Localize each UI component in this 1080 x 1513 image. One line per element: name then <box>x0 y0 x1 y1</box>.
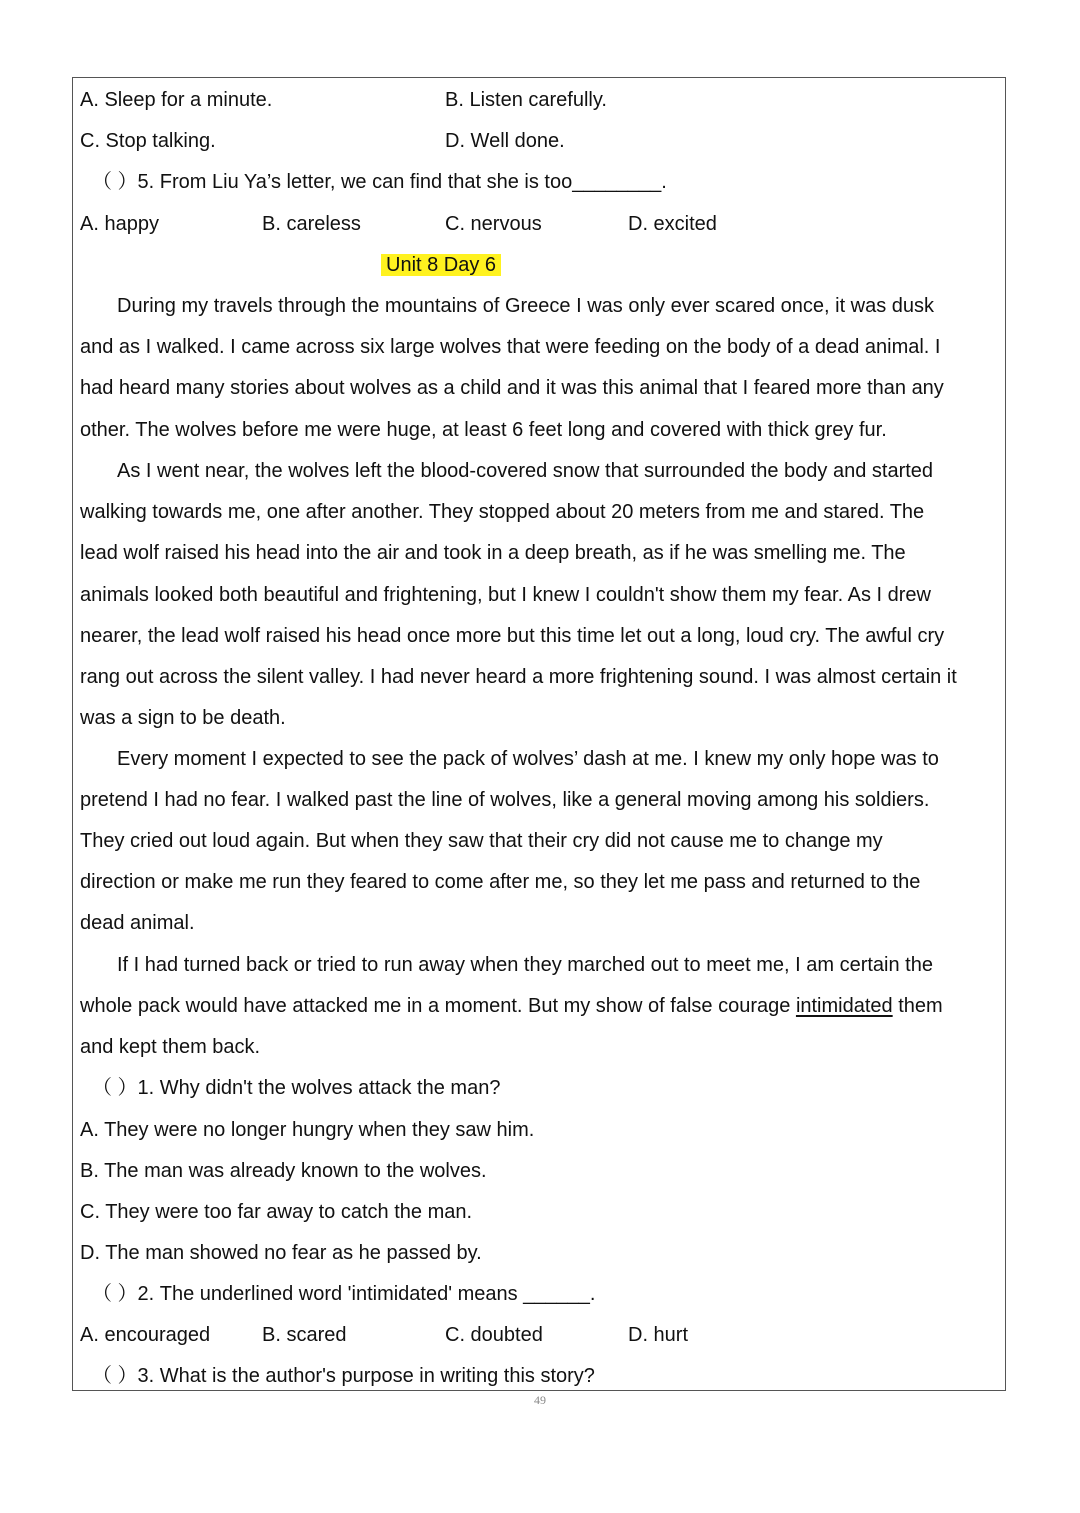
option-d: D. hurt <box>628 1324 689 1346</box>
q1-stem: （ ）1. Why didn't the wolves attack the man? <box>92 1077 501 1099</box>
q5-stem: （ ）5. From Liu Ya’s letter, we can find that she is too________. <box>92 171 667 193</box>
option-b: B. careless <box>262 213 361 235</box>
passage-line: other. The wolves before me were huge, at least 6 feet long and covered with thick grey fur. <box>80 419 887 441</box>
option-b: B. Listen carefully. <box>445 89 607 111</box>
option-a: A. happy <box>80 213 159 235</box>
passage-line: If I had turned back or tried to run away when they marched out to meet me, I am certain the <box>117 954 933 976</box>
option-c: C. doubted <box>445 1324 543 1346</box>
passage-line: was a sign to be death. <box>80 707 286 729</box>
q1-option-c: C. They were too far away to catch the man. <box>80 1201 473 1223</box>
passage-line: During my travels through the mountains of Greece I was only ever scared once, it was dusk <box>117 295 935 317</box>
passage-line: They cried out loud again. But when they saw that their cry did not cause me to change my <box>80 830 883 852</box>
passage-line: dead animal. <box>80 912 195 934</box>
passage-line-with-underlined-word <box>80 986 943 1027</box>
option-d: D. excited <box>628 213 717 235</box>
passage-line: had heard many stories about wolves as a child and it was this animal that I feared more than any <box>80 377 944 399</box>
passage-line: lead wolf raised his head into the air and took in a deep breath, as if he was smelling me. The <box>80 542 906 564</box>
passage-text: whole pack would have attacked me in a moment. But my show of false courage <box>80 995 796 1017</box>
passage-line: direction or make me run they feared to come after me, so they let me pass and returned to the <box>80 871 921 893</box>
option-d: D. Well done. <box>445 130 565 152</box>
q2-stem: （ ）2. The underlined word 'intimidated' means ______. <box>92 1283 596 1305</box>
option-c: C. nervous <box>445 213 542 235</box>
passage-line: and kept them back. <box>80 1036 261 1058</box>
q1-option-a: A. They were no longer hungry when they saw him. <box>80 1119 535 1141</box>
option-a: A. encouraged <box>80 1324 211 1346</box>
passage-line: nearer, the lead wolf raised his head once more but this time let out a long, loud cry. The awful cry <box>80 625 945 647</box>
q1-option-d: D. The man showed no fear as he passed by. <box>80 1242 482 1264</box>
passage-line: animals looked both beautiful and frightening, but I knew I couldn't show them my fear. As I drew <box>80 584 931 606</box>
passage-text: them <box>892 995 943 1017</box>
section-title-text: Unit 8 Day 6 <box>381 254 501 276</box>
section-title <box>381 245 501 286</box>
passage-line: and as I walked. I came across six large wolves that were feeding on the body of a dead animal. I <box>80 336 941 358</box>
q1-option-b: B. The man was already known to the wolves. <box>80 1160 487 1182</box>
option-a: A. Sleep for a minute. <box>80 89 273 111</box>
passage-line: As I went near, the wolves left the blood-covered snow that surrounded the body and started <box>117 460 934 482</box>
option-c: C. Stop talking. <box>80 130 216 152</box>
underlined-word: intimidated <box>795 995 893 1017</box>
passage-line: walking towards me, one after another. They stopped about 20 meters from me and stared. The <box>80 501 925 523</box>
passage-line: pretend I had no fear. I walked past the line of wolves, like a general moving among his soldiers. <box>80 789 930 811</box>
page-number: 49 <box>534 1393 546 1407</box>
passage-line: rang out across the silent valley. I had never heard a more frightening sound. I was almost certain it <box>80 666 957 688</box>
option-b: B. scared <box>262 1324 347 1346</box>
q3-stem: （ ）3. What is the author's purpose in writing this story? <box>92 1365 595 1387</box>
passage-line: Every moment I expected to see the pack of wolves’ dash at me. I knew my only hope was to <box>117 748 939 770</box>
